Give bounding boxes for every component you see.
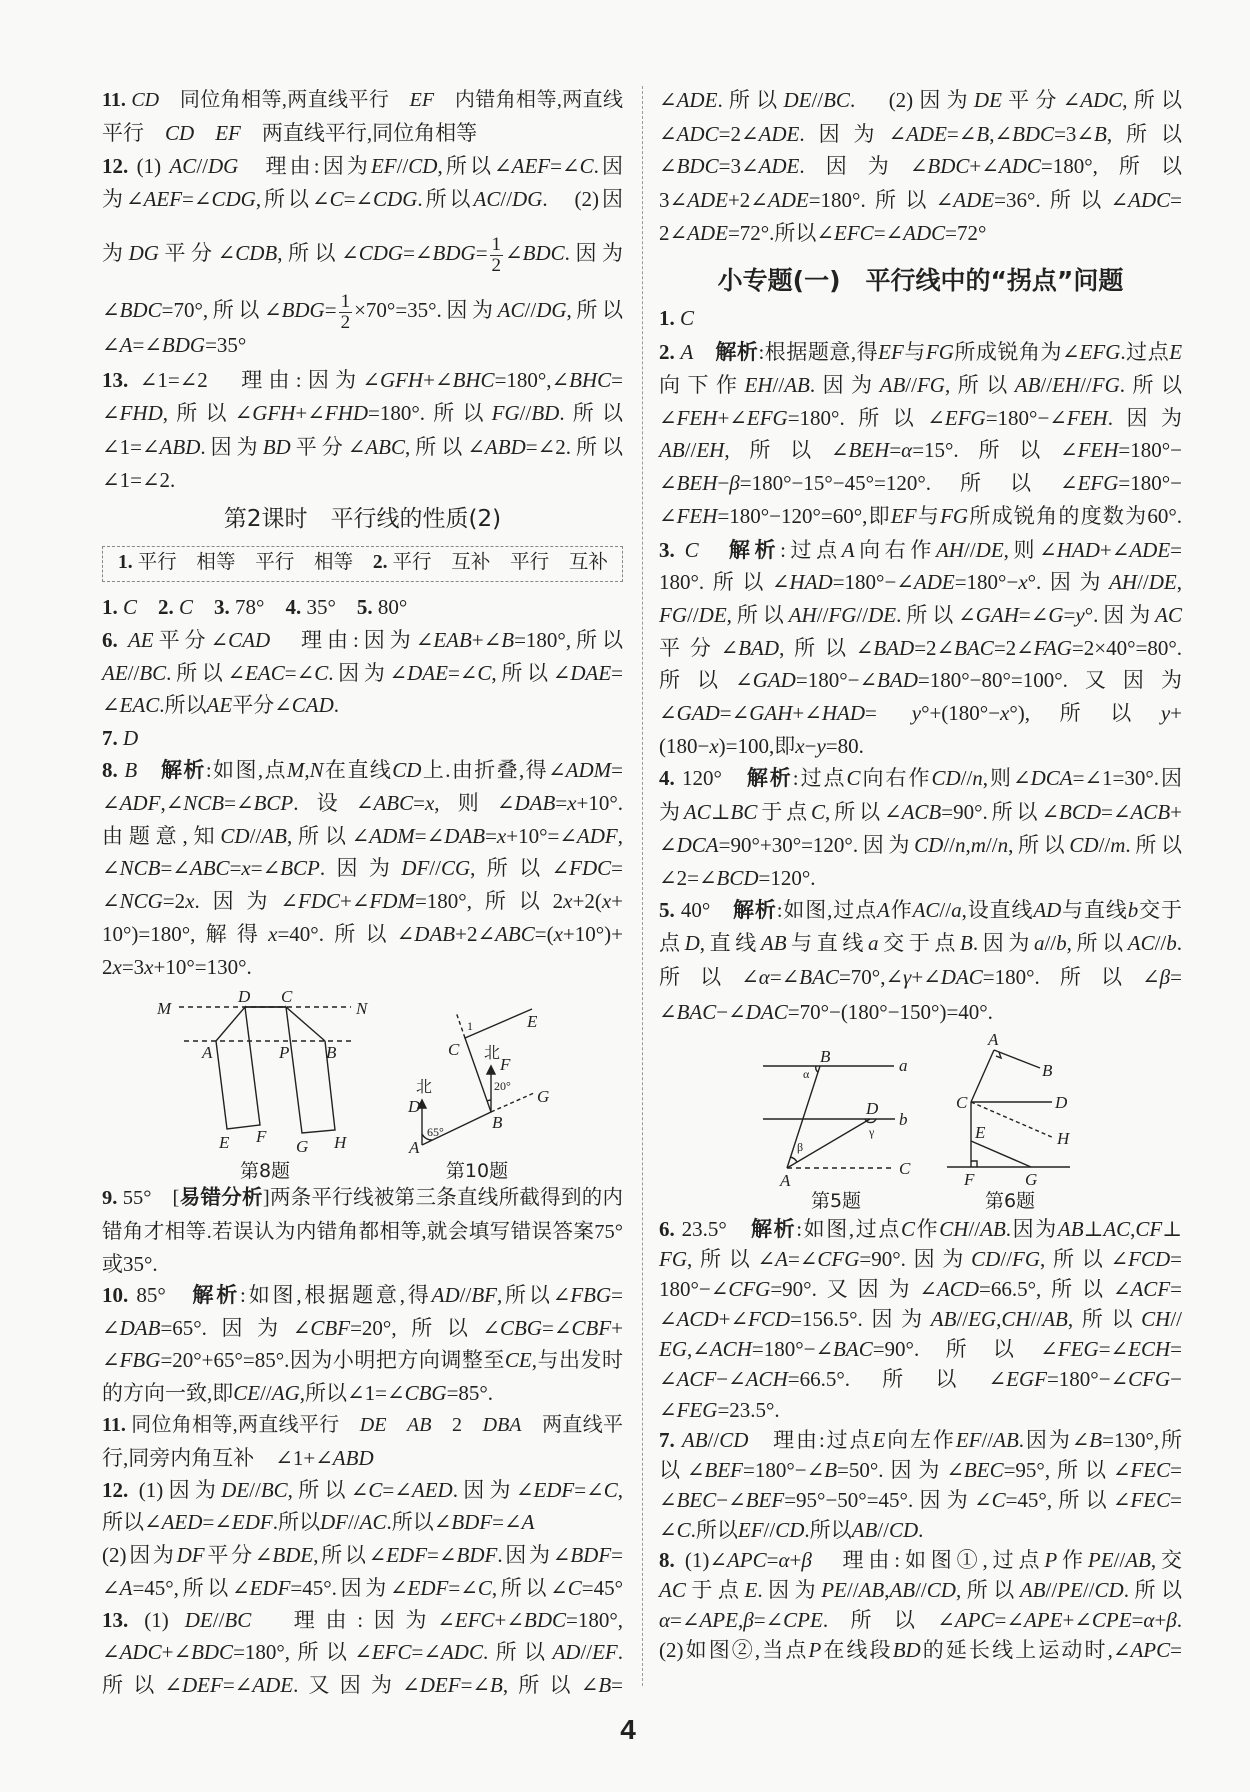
figure-8-labels (156, 987, 369, 1156)
label-A: A (780, 1171, 791, 1190)
denominator: 2 (340, 311, 351, 333)
text-line: 为AC⊥BC于点C,所以∠ACB=90°.所以∠BCD=∠ACB+ (659, 800, 1183, 824)
text-line: 5. 40° 解析:如图,过点A作AC//a,设直线AD与直线b交于 (659, 898, 1183, 922)
text-line: ∠2=∠BCD=120°. (659, 866, 816, 890)
label-G: G (537, 1087, 550, 1106)
text-line: 8. (1)∠APC=α+β 理由:如图①,过点P作PE//AB,交 (659, 1548, 1182, 1572)
summary-text: 1. 平行 相等 平行 相等 2. 平行 互补 平行 互补 (118, 552, 608, 573)
label-gamma: γ (869, 1125, 875, 1139)
text-line: FG//DE,所以AH//FG//DE.所以∠GAH=∠G=y°.因为AC (659, 603, 1182, 627)
text-line: AE//BC.所以∠EAC=∠C.因为∠DAE=∠C,所以∠DAE= (102, 661, 623, 685)
text-line: 所以∠GAD=180°−∠BAD=180°−80°=100°.又因为 (659, 668, 1182, 692)
text-line: AC于点E.因为PE//AB,AB//CD,所以AB//PE//CD.所以 (659, 1578, 1183, 1602)
label-D: D (866, 1099, 879, 1118)
label-a: a (899, 1056, 908, 1075)
text-line: ∠DAB=65°.因为∠CBF=20°,所以∠CBG=∠CBF+ (102, 1316, 624, 1340)
text-line: ∠BEH−β=180°−15°−45°=120°.所以∠EFG=180°− (659, 471, 1182, 495)
label-A: A (988, 1030, 999, 1049)
text-line: 的方向一致,即CE//AG,所以∠1=∠CBG=85°. (102, 1381, 494, 1405)
text-line: ∠ACD+∠FCD=156.5°.因为AB//EG,CH//AB,所以CH// (659, 1307, 1182, 1331)
text-line: ∠FEH+∠EFG=180°.所以∠EFG=180°−∠FEH.因为 (659, 406, 1183, 430)
section-title: 第2课时 平行线的性质(2) (223, 506, 502, 532)
text-line: ∠FEH=180°−120°=60°,即EF与FG所成锐角的度数为60°. (659, 504, 1183, 528)
text-line: 180°−∠CFG=90°.又因为∠ACD=66.5°,所以∠ACF= (659, 1277, 1182, 1301)
label-N: N (356, 999, 368, 1018)
label-65deg: 65° (427, 1125, 444, 1139)
text-line: ∠ACF−∠ACH=66.5°.所以∠EGF=180°−∠CFG− (659, 1367, 1182, 1391)
text-line: ∠BAC−∠DAC=70°−(180°−150°)=40°. (659, 1000, 993, 1024)
figure-5-caption: 第5题 (810, 1190, 862, 1212)
figure-10-caption: 第10题 (445, 1160, 509, 1182)
text-line: 1. C 2. C 3. 78° 4. 35° 5. 80° (102, 595, 408, 619)
label-B: B (820, 1047, 831, 1066)
label-C: C (281, 987, 293, 1006)
label-F: F (500, 1055, 511, 1074)
label-G: G (296, 1137, 309, 1156)
text-line: 11. CD 同位角相等,两直线平行 EF 内错角相等,两直线 (102, 89, 624, 111)
figure-8 (179, 1007, 353, 1133)
text-line: ∠1=∠2. (102, 468, 176, 492)
section-title: 小专题(一) 平行线中的“拐点”问题 (717, 266, 1124, 295)
text-line: 或35°. (102, 1252, 158, 1276)
text: ×70°=35°.因为AC//DG,所以 (354, 298, 624, 322)
text-line: 点D,直线AB与直线a交于点B.因为a//b,所以AC//b. (659, 931, 1183, 955)
label-P: P (279, 1043, 290, 1062)
text-line: 4. 120° 解析:过点C向右作CD//n,则∠DCA=∠1=30°.因 (659, 766, 1182, 790)
text-line: 2∠ADE=72°.所以∠EFC=∠ADC=72° (659, 221, 987, 245)
label-B: B (1042, 1061, 1053, 1080)
text-line: FG,所以∠A=∠CFG=90°.因为CD//FG,所以∠FCD= (659, 1247, 1182, 1271)
label-E: E (219, 1133, 230, 1152)
text-line: 9. 55° [易错分析]两条平行线被第三条直线所截得到的内 (102, 1187, 624, 1209)
text-line: AB//EH,所以∠BEH=α=15°.所以∠FEH=180°− (659, 438, 1182, 462)
text-line: 8. B 解析:如图,点M,N在直线CD上.由折叠,得∠ADM= (102, 758, 624, 782)
text-line: 平行 CD EF 两直线平行,同位角相等 (102, 121, 478, 145)
text-line: ∠FEG=23.5°. (659, 1398, 780, 1422)
text-line: ∠FBG=20°+65°=85°.因为小明把方向调整至CE,与出发时 (102, 1348, 623, 1372)
text-line: 2x=3x+10°=130°. (102, 955, 252, 979)
text-line: 6. 23.5° 解析:如图,过点C作CH//AB.因为AB⊥AC,CF⊥ (659, 1217, 1182, 1241)
text-line: (2)如图②,当点P在线段BD的延长线上运动时,∠APC= (659, 1638, 1182, 1662)
label-H: H (1057, 1129, 1070, 1148)
label-E: E (975, 1123, 986, 1142)
label-F: F (964, 1170, 975, 1189)
text-line: 行,同旁内角互补 ∠1+∠ABD (102, 1446, 374, 1470)
text-line: 所以∠DEF=∠ADE.又因为∠DEF=∠B,所以∠B= (102, 1673, 623, 1697)
label-B: B (326, 1043, 337, 1062)
label-D: D (238, 987, 251, 1006)
text-line: 11. 同位角相等,两直线平行 DE AB 2 DBA 两直线平 (102, 1414, 624, 1436)
text-line: ∠BEC−∠BEF=95°−50°=45°.因为∠C=45°,所以∠FEC= (659, 1488, 1182, 1512)
label-north: 北 (484, 1043, 501, 1062)
label-D: D (1055, 1093, 1068, 1112)
text-line: ∠NCG=2x.因为∠FDC+∠FDM=180°,所以2x+2(x+ (102, 889, 623, 913)
text-line: ∠ADC+∠BDC=180°,所以∠EFC=∠ADC.所以AD//EF. (102, 1640, 624, 1664)
denominator: 2 (491, 254, 502, 276)
text-line: ∠EAC.所以AE平分∠CAD. (102, 693, 340, 717)
text-line: 错角才相等.若误认为内错角都相等,就会填写错误答案75° (102, 1221, 623, 1243)
label-beta: β (797, 1140, 804, 1154)
text-line: 6. AE平分∠CAD 理由:因为∠EAB+∠B=180°,所以 (102, 628, 623, 652)
text-line: 7. AB//CD 理由:过点E向左作EF//AB.因为∠B=130°,所 (659, 1428, 1182, 1452)
figure-6-labels (956, 1030, 1071, 1189)
text-line: 平分∠BAD,所以∠BAD=2∠BAC=2∠FAG=2×40°=80°. (659, 636, 1182, 660)
label-E: E (527, 1012, 538, 1031)
text-line: 7. D (102, 726, 139, 750)
label-1: 1 (467, 1019, 473, 1033)
label-20deg: 20° (494, 1079, 511, 1093)
label-D: D (408, 1097, 421, 1116)
label-A: A (409, 1138, 420, 1157)
label-C: C (448, 1040, 460, 1059)
text-line: (2)因为DF平分∠BDE,所以∠EDF=∠BDF.因为∠BDF= (102, 1543, 623, 1567)
numerator: 1 (491, 233, 502, 255)
text: 为DG平分∠CDB,所以∠CDG=∠BDG= (102, 241, 488, 265)
text-line: ∠BDC=3∠ADE.因为∠BDC+∠ADC=180°,所以 (659, 154, 1182, 178)
label-G: G (1025, 1170, 1038, 1189)
text-line: ∠A=∠BDG=35° (102, 333, 247, 357)
text-line: ∠1=∠ABD.因为BD平分∠ABC,所以∠ABD=∠2.所以 (102, 435, 623, 459)
text-line: 1. C (659, 306, 695, 330)
label-H: H (334, 1133, 347, 1152)
text-line: 10°)=180°,解得x=40°.所以∠DAB+2∠ABC=(x+10°)+ (102, 922, 623, 946)
text-line: 以∠BEF=180°−∠B=50°.因为∠BEC=95°,所以∠FEC= (659, 1458, 1182, 1482)
label-b: b (899, 1110, 908, 1129)
text-line: 180°.所以∠HAD=180°−∠ADE=180°−x°.因为AH//DE, (659, 570, 1182, 594)
label-B: B (492, 1113, 503, 1132)
text-line: ∠NCB=∠ABC=x=∠BCP.因为DF//CG,所以∠FDC= (102, 856, 623, 880)
text-line: ∠GAD=∠GAH+∠HAD= y°+(180°−x°),所以y+ (659, 701, 1182, 725)
text-line: 所以∠AED=∠EDF.所以DF//AC.所以∠BDF=∠A (102, 1510, 535, 1534)
text-line: (180−x)=100,即x−y=80. (659, 734, 864, 758)
label-A: A (202, 1043, 213, 1062)
text-line: 3∠ADE+2∠ADE=180°.所以∠ADE=36°.所以∠ADC= (659, 188, 1183, 212)
text-line: 向下作EH//AB.因为AB//FG,所以AB//EH//FG.所以 (659, 373, 1183, 397)
label-C: C (956, 1093, 968, 1112)
text-line: 13. (1) DE//BC 理由:因为∠EFC+∠BDC=180°, (102, 1608, 623, 1632)
text-line: EG,∠ACH=180°−∠BAC=90°.所以∠FEG=∠ECH= (659, 1337, 1182, 1361)
text-line: 13. ∠1=∠2 理由:因为∠GFH+∠BHC=180°,∠BHC= (102, 368, 623, 392)
label-F: F (256, 1127, 267, 1146)
label-north: 北 (416, 1077, 433, 1096)
text-line: 12. (1)因为DE//BC,所以∠C=∠AED.因为∠EDF=∠C, (102, 1478, 623, 1502)
label-alpha: α (803, 1067, 810, 1081)
text-line: 2. A 解析:根据题意,得EF与FG所成锐角为∠EFG.过点E (659, 340, 1183, 364)
text-line: 10. 85° 解析:如图,根据题意,得AD//BF,所以∠FBG= (102, 1283, 623, 1307)
text-line: ∠A=45°,所以∠EDF=45°.因为∠EDF=∠C,所以∠C=45° (102, 1576, 623, 1600)
text: ∠BDC=70°,所以∠BDG= (102, 298, 337, 322)
text-line: ∠DCA=90°+30°=120°.因为CD//n,m//n,所以CD//m.所以 (659, 833, 1183, 857)
text-line: 为∠AEF=∠CDG,所以∠C=∠CDG.所以AC//DG. (2)因 (102, 187, 623, 211)
numerator: 1 (340, 290, 351, 312)
text-line: 3. C 解析:过点A向右作AH//DE,则∠HAD+∠ADE= (659, 538, 1183, 562)
text-line: ∠ADE.所以DE//BC. (2)因为DE平分∠ADC,所以 (659, 88, 1183, 112)
figure-8-caption: 第8题 (239, 1160, 291, 1182)
label-M: M (157, 999, 172, 1018)
text-line: ∠ADC=2∠ADE.因为∠ADE=∠B,∠BDC=3∠B,所以 (659, 122, 1182, 146)
text: ∠BDC.因为 (505, 241, 624, 265)
text-line: α=∠APE,β=∠CPE.所以∠APC=∠APE+∠CPE=α+β. (659, 1608, 1182, 1632)
text-line: 由题意,知CD//AB,所以∠ADM=∠DAB=x+10°=∠ADF, (102, 824, 623, 848)
figure-6-caption: 第6题 (984, 1190, 1036, 1212)
text-line: ∠FHD,所以∠GFH+∠FHD=180°.所以FG//BD.所以 (102, 401, 623, 425)
page-number: 4 (620, 1714, 636, 1745)
text-line: 所以∠α=∠BAC=70°,∠γ+∠DAC=180°.所以∠β= (659, 965, 1182, 989)
text-line: 12. (1) AC//DG 理由:因为EF//CD,所以∠AEF=∠C.因 (102, 154, 623, 178)
text-line: ∠ADF,∠NCB=∠BCP.设∠ABC=x,则∠DAB=x+10°. (102, 791, 623, 815)
text-line: ∠C.所以EF//CD.所以AB//CD. (659, 1518, 924, 1542)
figure-10-labels (407, 1012, 549, 1157)
label-C: C (899, 1159, 911, 1178)
